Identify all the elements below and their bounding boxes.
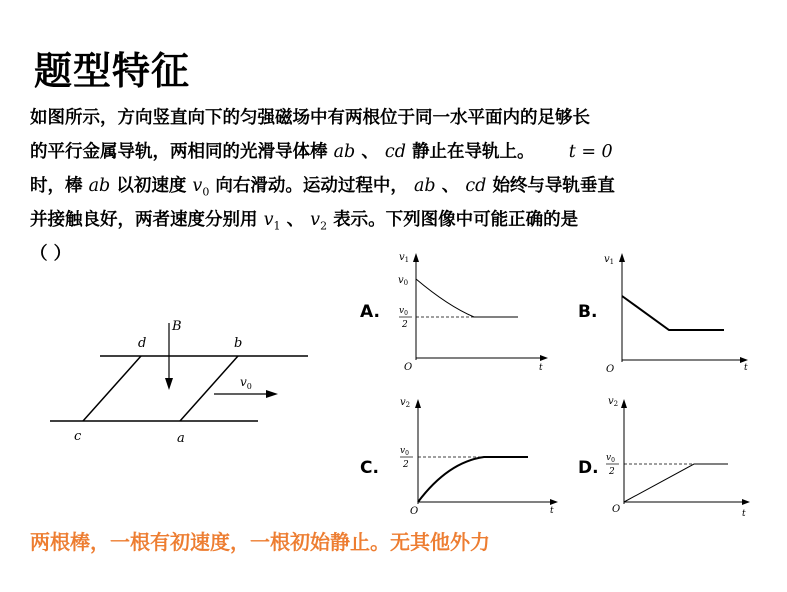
v1-symbol: v <box>263 210 274 230</box>
separator: 、 <box>441 176 460 196</box>
v2-curve <box>418 457 528 502</box>
text-segment: 向右滑动。运动过程中， <box>215 176 408 196</box>
x-label: t <box>744 363 748 373</box>
rod-cd <box>83 356 141 421</box>
field-arrow-head <box>165 378 173 390</box>
feature-note: 两根棒，一根有初速度，一根初始静止。无其他外力 <box>30 530 490 554</box>
text-segment: 并接触良好，两者速度分别用 <box>30 210 258 230</box>
v2-line <box>624 464 728 502</box>
text-segment: 的平行金属导轨，两相同的光滑导体棒 <box>30 142 328 162</box>
v0-symbol: v <box>192 176 203 196</box>
x-axis-arrow <box>550 499 558 505</box>
y-axis-arrow <box>415 399 421 408</box>
label-b: b <box>234 336 243 351</box>
option-d-label[interactable]: D. <box>578 458 599 478</box>
option-c-label[interactable]: C. <box>360 458 379 478</box>
y-axis-arrow <box>413 253 419 262</box>
label-field: B <box>172 319 182 334</box>
y-axis-arrow <box>619 253 625 262</box>
text-segment: 表示。下列图像中可能正确的是 <box>333 210 579 230</box>
text-segment: 以初速度 <box>116 176 187 196</box>
rod-ab-symbol: ab <box>414 176 436 196</box>
separator: 、 <box>361 142 379 162</box>
time-zero: t = 0 <box>568 142 613 162</box>
v1-curve <box>416 279 518 317</box>
half-tick-denominator: 2 <box>402 320 408 330</box>
y-label: $v_1$ <box>604 254 615 266</box>
y-label: $v_1$ <box>399 252 410 264</box>
origin-label: O <box>612 504 621 515</box>
label-v0: $v_0$ <box>240 375 252 391</box>
half-tick-denominator: 2 <box>609 467 615 477</box>
rod-ab-symbol: ab <box>88 176 111 196</box>
half-tick-numerator: $v_0$ <box>606 453 615 464</box>
y-axis-arrow <box>621 399 627 408</box>
label-c: c <box>74 429 82 444</box>
half-tick-denominator: 2 <box>403 460 409 470</box>
rod-ab <box>180 356 238 421</box>
x-label: t <box>742 509 746 519</box>
page-title: 题型特征 <box>34 49 191 93</box>
text-segment: 时，棒 <box>30 176 83 196</box>
velocity-arrow-head <box>266 390 278 398</box>
origin-label: O <box>404 362 413 373</box>
v1-line <box>622 296 724 330</box>
x-label: t <box>550 506 554 516</box>
v0-tick-label: $v_0$ <box>398 275 409 287</box>
label-a: a <box>177 431 185 446</box>
option-a-label[interactable]: A. <box>360 302 380 322</box>
graph-b <box>596 248 766 376</box>
graph-a <box>386 248 556 376</box>
half-tick-numerator: $v_0$ <box>399 306 408 317</box>
y-label: $v_2$ <box>608 396 619 408</box>
x-label: t <box>539 363 543 373</box>
origin-label: O <box>606 364 615 375</box>
v0-subscript: 0 <box>202 185 210 199</box>
graph-c <box>386 392 566 520</box>
rod-cd-symbol: cd <box>465 176 487 196</box>
x-axis-arrow <box>540 355 548 361</box>
origin-label: O <box>410 506 419 517</box>
y-label: $v_2$ <box>400 397 411 409</box>
text-segment: 始终与导轨垂直 <box>492 176 615 196</box>
label-d: d <box>138 336 147 351</box>
graph-d <box>596 392 766 520</box>
rod-ab-symbol: ab <box>333 142 356 162</box>
v2-subscript: 2 <box>320 219 328 233</box>
text-segment: 静止在导轨上。 <box>412 142 535 162</box>
separator: 、 <box>286 210 305 230</box>
option-b-label[interactable]: B. <box>578 302 598 322</box>
text-segment: 如图所示，方向竖直向下的匀强磁场中有两根位于同一水平面内的足够长 <box>30 108 590 128</box>
v2-symbol: v <box>310 210 321 230</box>
v1-subscript: 1 <box>273 219 281 233</box>
rod-cd-symbol: cd <box>384 142 406 162</box>
x-axis-arrow <box>742 499 750 505</box>
half-tick-numerator: $v_0$ <box>400 446 409 457</box>
answer-blank: （ ） <box>30 244 72 264</box>
